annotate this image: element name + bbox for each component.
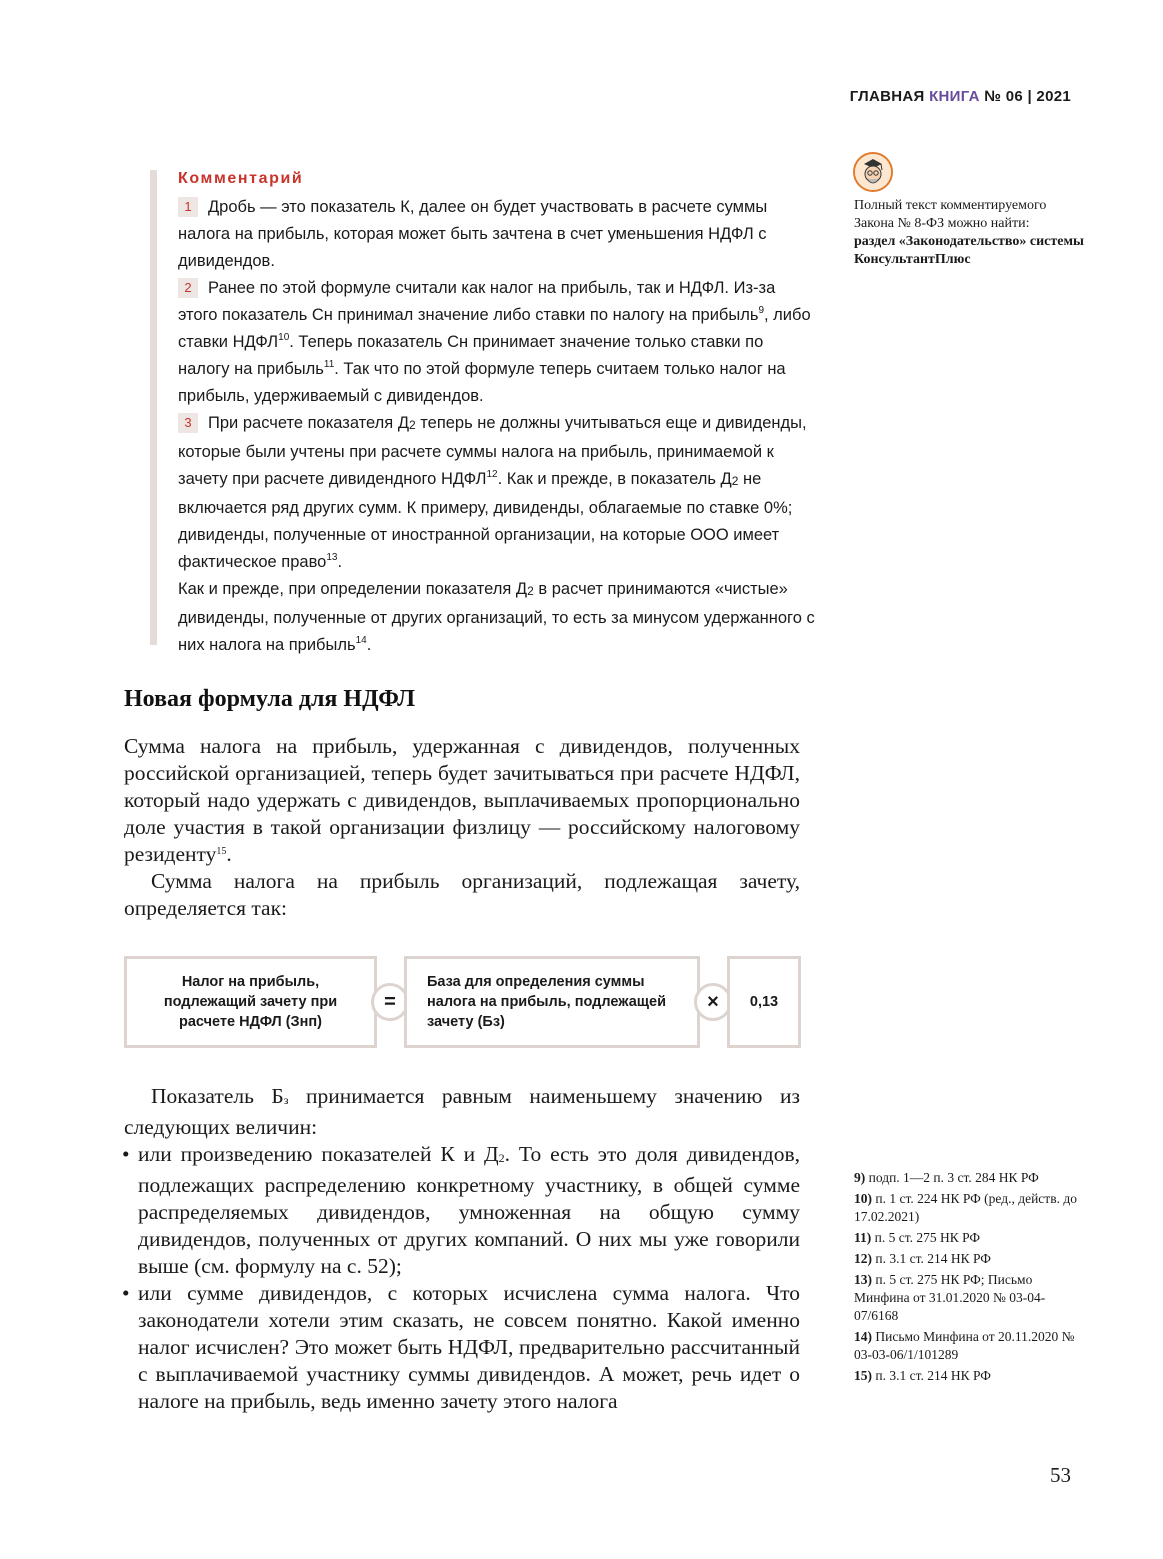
footnote-text: п. 5 ст. 275 НК РФ — [874, 1230, 981, 1245]
brand-name-part2: КНИГА — [929, 88, 980, 105]
comment-item-2 — [178, 275, 818, 410]
footnote-11 — [854, 1229, 1084, 1247]
paragraph-1 — [124, 733, 800, 868]
lead-text: принимается равным наименьшему значению из следующих величин: — [124, 1084, 800, 1139]
comment-text: Как и прежде, при определении показателя Д — [178, 580, 528, 598]
lead-text: Показатель Б — [151, 1084, 284, 1108]
paragraph-text: Сумма налога на прибыль, удержанная с дивидендов, полученных российской организацией, теперь будет зачитываться при расчете НДФЛ, который надо удержать с дивидендов, выплачиваемых пропорционально доле участия в такой организации физлицу — российскому налоговому резиденту — [124, 734, 800, 866]
comment-text: . Как и прежде, в показатель Д — [497, 470, 732, 488]
paragraph-text: . — [226, 842, 232, 866]
comment-text: теперь не должны учитываться еще и дивиденды, которые были учтены при расчете суммы налога на прибыль, принимаемой к зачету при расчете дивидендного НДФЛ — [178, 414, 807, 488]
footnote-text: подп. 1—2 п. 3 ст. 284 НК РФ — [868, 1170, 1039, 1185]
list-item: • или сумме дивидендов, с которых исчислена сумма налога. Что законодатели хотели этим сказать, не совсем понятно. Какой именно налог исчислен? Это может быть НДФЛ, предварительно рассчитанный с выплачиваемой участнику суммы дивидендов. А может, речь идет о налоге на прибыль, ведь именно зачету этого налога — [124, 1280, 800, 1415]
equals-sign: = — [371, 983, 409, 1021]
list-item-text: или произведению показателей К и Д — [138, 1142, 499, 1166]
multiply-sign: × — [694, 983, 732, 1021]
footnote-10 — [854, 1190, 1084, 1226]
body-paragraphs — [124, 733, 800, 922]
comment-text: . — [337, 553, 343, 571]
comment-number-badge: 3 — [178, 413, 198, 433]
footnote-text: Письмо Минфина от 20.11.2020 № 03-03-06/1/101289 — [854, 1329, 1075, 1362]
list-item — [124, 1141, 800, 1280]
comment-text: . Теперь показатель Сн принимает значение только ставки по налогу на прибыль — [178, 333, 764, 378]
sidebar-note-source: раздел «Законодательство» системы КонсультантПлюс — [854, 234, 1084, 267]
formula-coefficient: 0,13 — [749, 994, 779, 1010]
comment-text: не включается ряд других сумм. К примеру, дивиденды, облагаемые по ставке 0%; дивиденды, полученные от иностранной организации, на которые ООО имеет фактическое право — [178, 470, 793, 571]
footnotes — [854, 1169, 1084, 1388]
sidebar-note — [854, 197, 1084, 269]
footnote-ref: 13 — [326, 552, 338, 563]
footnote-number: 15) — [854, 1368, 872, 1383]
comment-text: При расчете показателя Д — [208, 414, 409, 432]
comment-number-badge: 1 — [178, 197, 198, 217]
footnote-text: п. 3.1 ст. 214 НК РФ — [875, 1251, 991, 1266]
comment-item-1 — [178, 194, 818, 275]
comment-item-4 — [178, 576, 818, 659]
paragraph-2: Сумма налога на прибыль организаций, подлежащая зачету, определяется так: — [124, 869, 800, 920]
page-number: 53 — [1050, 1463, 1071, 1487]
footnote-14 — [854, 1328, 1084, 1364]
comment-item-3 — [178, 410, 818, 576]
formula-left-text: Налог на прибыль, подлежащий зачету при расчете НДФЛ (Знп) — [163, 974, 338, 1030]
footnote-15 — [854, 1367, 1084, 1385]
comment-side-bar — [150, 170, 157, 645]
index-subscript: 2 — [409, 418, 416, 432]
footnote-ref: 14 — [355, 635, 367, 646]
footnote-ref: 15 — [216, 846, 227, 857]
comment-block — [178, 168, 818, 659]
professor-avatar-icon — [855, 154, 891, 190]
footnote-text: п. 5 ст. 275 НК РФ; Письмо Минфина от 31.01.2020 № 03-04-07/6168 — [854, 1272, 1046, 1323]
footnote-ref: 12 — [486, 469, 498, 480]
comment-number-badge: 2 — [178, 278, 198, 298]
formula-middle-box — [404, 956, 700, 1048]
footnote-9 — [854, 1169, 1084, 1187]
comment-text: . Так что по этой формуле теперь считаем только налог на прибыль, удерживаемый с дивидендов. — [178, 360, 786, 405]
comment-text: в расчет принимаются «чистые» дивиденды, полученные от других организаций, то есть за минусом удержанного с них налога на прибыль — [178, 580, 815, 654]
magazine-header — [850, 88, 1071, 105]
footnote-text: п. 1 ст. 224 НК РФ (ред., действ. до 17.02.2021) — [854, 1191, 1077, 1224]
conditions-list — [124, 1083, 800, 1415]
bullet-list — [124, 1141, 800, 1415]
author-avatar — [853, 152, 893, 192]
comment-text: Дробь — это показатель К, далее он будет участвовать в расчете суммы налога на прибыль, которая может быть зачтена в счет уменьшения НДФЛ с дивидендов. — [178, 198, 768, 270]
footnote-text: п. 3.1 ст. 214 НК РФ — [875, 1368, 991, 1383]
footnote-number: 9) — [854, 1170, 866, 1185]
list-lead — [124, 1083, 800, 1141]
list-item-text: . То есть это доля дивидендов, подлежащих распределению конкретному участнику, в общей сумме распределяемых дивидендов, умноженная на общую сумму дивидендов, полученных от других компаний. О них мы уже говорили выше (см. формулу на с. 52); — [138, 1142, 800, 1278]
comment-title: Комментарий — [178, 170, 304, 187]
index-subscript: з — [283, 1093, 289, 1107]
footnote-ref: 9 — [758, 305, 765, 316]
brand-name-part1: ГЛАВНАЯ — [849, 88, 925, 105]
comment-text: , либо ставки НДФЛ — [178, 306, 811, 351]
comment-text: Ранее по этой формуле считали как налог на прибыль, так и НДФЛ. Из-за этого показатель Сн принимал значение либо ставки по налогу на прибыль — [178, 279, 776, 324]
index-subscript: 2 — [527, 584, 534, 598]
footnote-ref: 11 — [323, 359, 335, 370]
formula-left-box — [124, 956, 377, 1048]
footnote-number: 13) — [854, 1272, 872, 1287]
footnote-13 — [854, 1271, 1084, 1325]
issue-number: № 06 | 2021 — [984, 88, 1071, 105]
footnote-ref: 10 — [278, 332, 290, 343]
sidebar-note-text: Полный текст комментируемого Закона № 8-ФЗ можно найти: — [854, 198, 1047, 231]
index-subscript: 2 — [498, 1151, 505, 1165]
index-subscript: 2 — [731, 474, 739, 488]
footnote-number: 12) — [854, 1251, 872, 1266]
footnote-number: 11) — [854, 1230, 872, 1245]
formula-right-box — [727, 956, 801, 1048]
section-heading: Новая формула для НДФЛ — [124, 686, 415, 712]
comment-text: . — [366, 636, 372, 654]
footnote-12 — [854, 1250, 1084, 1268]
footnote-number: 10) — [854, 1191, 872, 1206]
formula-middle-text: База для определения суммы налога на прибыль, подлежащей зачету (Бз) — [427, 974, 666, 1030]
footnote-number: 14) — [854, 1329, 872, 1344]
